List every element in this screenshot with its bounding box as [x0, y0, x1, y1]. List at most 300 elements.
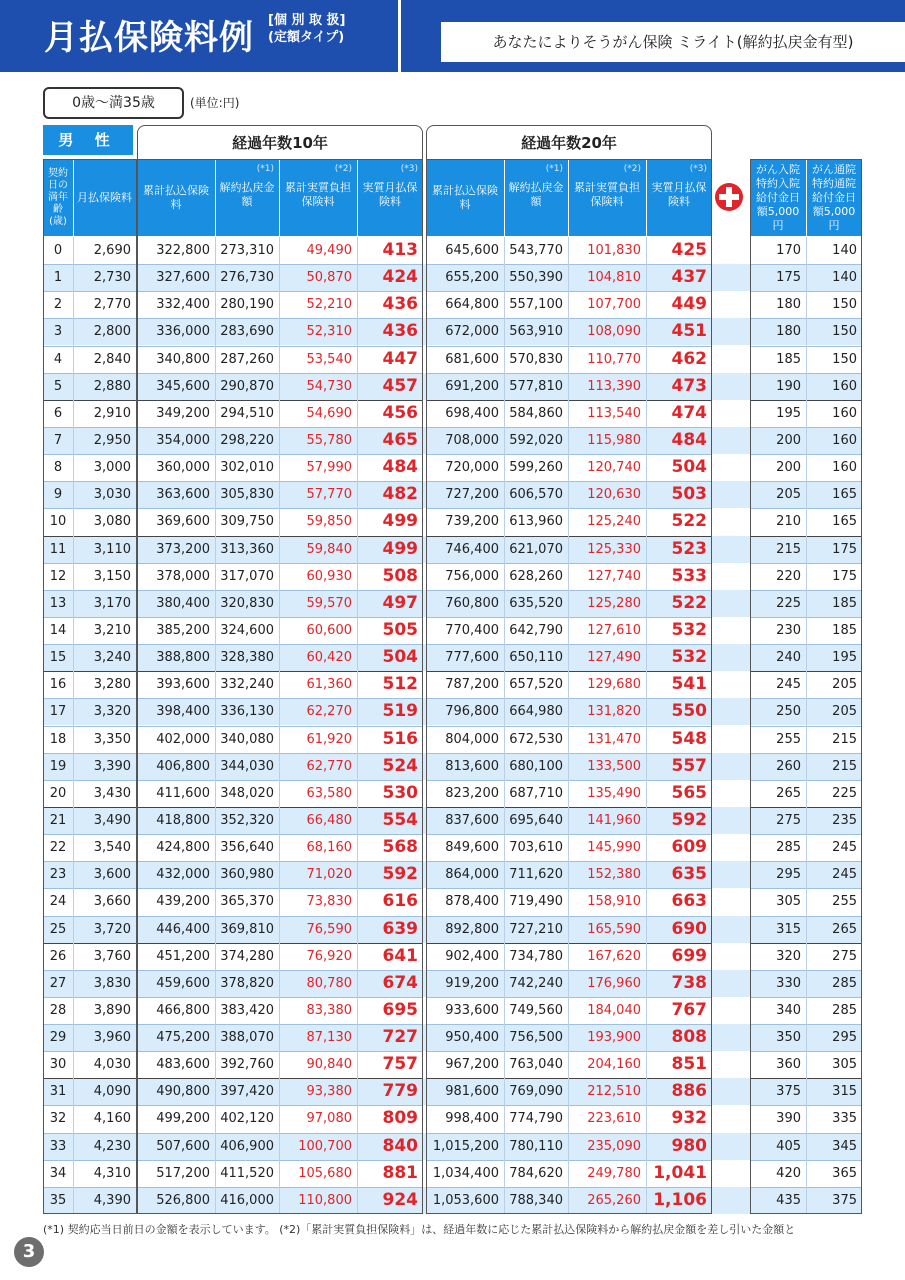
cell-real10: 639 [382, 918, 418, 939]
cell-real10: 484 [382, 457, 418, 478]
cell-net10: 59,850 [306, 514, 352, 530]
cell-refund10: 309,750 [220, 514, 274, 530]
cell-outp: 160 [832, 378, 857, 394]
cell-real20: 449 [671, 294, 707, 315]
cell-cum10: 327,600 [156, 270, 210, 286]
cell-monthly: 3,660 [93, 894, 131, 910]
cell-monthly: 3,540 [93, 840, 131, 856]
cell-net10: 63,580 [306, 785, 352, 801]
cell-cum10: 526,800 [156, 1192, 210, 1208]
cell-cum10: 475,200 [156, 1030, 210, 1046]
cell-outp: 305 [832, 1057, 857, 1073]
cell-refund10: 328,380 [220, 650, 274, 666]
cell-age: 8 [53, 460, 63, 476]
cell-real20: 808 [671, 1027, 707, 1048]
cell-age: 23 [49, 867, 67, 883]
cell-net10: 62,270 [306, 704, 352, 720]
cell-cum10: 349,200 [156, 405, 210, 421]
cell-age: 30 [49, 1057, 67, 1073]
cell-outp: 245 [832, 867, 857, 883]
cell-real10: 881 [382, 1162, 418, 1183]
cell-refund10: 406,900 [220, 1138, 274, 1154]
cell-age: 10 [49, 514, 67, 530]
cell-cum20: 1,015,200 [432, 1138, 499, 1154]
cell-real20: 522 [671, 511, 707, 532]
cell-refund20: 788,340 [509, 1192, 563, 1208]
cell-hosp: 225 [776, 595, 801, 611]
header-bar [0, 0, 905, 72]
cell-real20: 1,041 [653, 1162, 707, 1183]
cell-real10: 512 [382, 674, 418, 695]
cell-age: 18 [49, 731, 67, 747]
cell-refund10: 302,010 [220, 460, 274, 476]
col-note-refund10: (*1) [256, 164, 274, 174]
col-header-label: がん通院特約通院給付金日額5,000円 [812, 162, 856, 232]
cell-hosp: 405 [776, 1138, 801, 1154]
cell-net10: 71,020 [306, 867, 352, 883]
cell-monthly: 3,280 [93, 677, 131, 693]
cell-refund10: 352,320 [220, 812, 274, 828]
cell-refund10: 313,360 [220, 541, 274, 557]
cell-real10: 436 [382, 321, 418, 342]
cell-net10: 61,920 [306, 731, 352, 747]
cell-net10: 76,920 [306, 948, 352, 964]
cell-outp: 205 [832, 677, 857, 693]
cell-refund20: 727,210 [509, 921, 563, 937]
cell-refund20: 592,020 [509, 432, 563, 448]
cell-hosp: 435 [776, 1192, 801, 1208]
cell-outp: 175 [832, 541, 857, 557]
cell-refund10: 374,280 [220, 948, 274, 964]
cell-real10: 413 [382, 240, 418, 260]
cell-refund10: 287,260 [220, 351, 274, 367]
cell-real10: 482 [382, 484, 418, 505]
cell-monthly: 3,430 [93, 785, 131, 801]
cell-net20: 158,910 [587, 894, 641, 910]
cell-age: 24 [49, 894, 67, 910]
cell-cum10: 459,600 [156, 975, 210, 991]
cell-cum10: 322,800 [156, 243, 210, 258]
cell-net20: 212,510 [587, 1084, 641, 1100]
cell-net10: 61,360 [306, 677, 352, 693]
cell-age: 12 [49, 568, 67, 584]
cell-real20: 932 [671, 1108, 707, 1129]
cell-hosp: 210 [776, 514, 801, 530]
cell-outp: 150 [832, 297, 857, 313]
cell-cum20: 892,800 [445, 921, 499, 937]
header-divider [398, 0, 401, 72]
cell-cum10: 363,600 [156, 487, 210, 503]
cell-monthly: 3,830 [93, 975, 131, 991]
cell-net20: 127,610 [587, 622, 641, 638]
cell-refund20: 563,910 [509, 324, 563, 340]
cell-cum10: 340,800 [156, 351, 210, 367]
footnote: (*1) 契約応当日前日の金額を表示しています。 (*2)「累計実質負担保険料」は、経過年数に応じた累計払込保険料から解約払戻金額を差し引いた金額と [43, 1223, 796, 1236]
cell-refund20: 606,570 [509, 487, 563, 503]
cell-cum10: 393,600 [156, 677, 210, 693]
cell-real20: 532 [671, 619, 707, 640]
group-header-10y: 経過年数10年 [137, 125, 423, 159]
cell-real10: 457 [382, 375, 418, 396]
col-header-label: 累計払込保険料 [432, 183, 498, 211]
cell-refund20: 657,520 [509, 677, 563, 693]
cell-refund20: 557,100 [509, 297, 563, 313]
cell-hosp: 190 [776, 378, 801, 394]
cell-monthly: 4,390 [93, 1192, 131, 1208]
cell-cum20: 998,400 [445, 1111, 499, 1127]
cell-cum10: 380,400 [156, 595, 210, 611]
cell-net10: 83,380 [306, 1002, 352, 1018]
cell-refund20: 543,770 [509, 243, 563, 258]
cell-refund20: 570,830 [509, 351, 563, 367]
cell-hosp: 315 [776, 921, 801, 937]
cell-age: 31 [49, 1084, 67, 1100]
cell-cum20: 823,200 [445, 785, 499, 801]
cell-cum20: 691,200 [445, 378, 499, 394]
cell-real10: 436 [382, 294, 418, 315]
cell-cum10: 507,600 [156, 1138, 210, 1154]
cell-net10: 90,840 [306, 1057, 352, 1073]
cell-monthly: 2,840 [93, 351, 131, 367]
page-number: 3 [14, 1237, 44, 1267]
cell-age: 27 [49, 975, 67, 991]
cell-net20: 107,700 [587, 297, 641, 313]
col-header-label: 契約日の満年齢(歳) [48, 167, 68, 227]
cell-monthly: 2,880 [93, 378, 131, 394]
cell-monthly: 4,160 [93, 1111, 131, 1127]
cell-real10: 516 [382, 728, 418, 749]
cell-outp: 215 [832, 731, 857, 747]
cell-age: 7 [53, 432, 63, 448]
cell-cum20: 878,400 [445, 894, 499, 910]
cell-real10: 505 [382, 619, 418, 640]
cell-real20: 523 [671, 538, 707, 559]
cell-real10: 456 [382, 402, 418, 423]
cell-cum10: 345,600 [156, 378, 210, 394]
cell-cum10: 432,000 [156, 867, 210, 883]
cell-net10: 55,780 [306, 432, 352, 448]
cell-net20: 131,470 [587, 731, 641, 747]
cell-age: 22 [49, 840, 67, 856]
cell-monthly: 3,600 [93, 867, 131, 883]
cell-monthly: 3,490 [93, 812, 131, 828]
cell-real10: 779 [382, 1081, 418, 1102]
cell-outp: 245 [832, 840, 857, 856]
cell-net20: 120,740 [587, 460, 641, 476]
cell-hosp: 375 [776, 1084, 801, 1100]
cell-outp: 185 [832, 595, 857, 611]
cell-refund10: 369,810 [220, 921, 274, 937]
cell-refund10: 392,760 [220, 1057, 274, 1073]
cell-hosp: 420 [776, 1165, 801, 1181]
cell-real20: 690 [671, 918, 707, 939]
cell-refund10: 290,870 [220, 378, 274, 394]
cell-real20: 738 [671, 972, 707, 993]
cell-age: 29 [49, 1030, 67, 1046]
cell-cum20: 1,034,400 [432, 1165, 499, 1181]
cell-real20: 565 [671, 782, 707, 803]
cell-real20: 437 [671, 267, 707, 288]
cell-monthly: 2,910 [93, 405, 131, 421]
cell-outp: 140 [832, 270, 857, 286]
cell-cum20: 796,800 [445, 704, 499, 720]
cell-net20: 204,160 [587, 1057, 641, 1073]
cell-refund10: 294,510 [220, 405, 274, 421]
cell-refund20: 599,260 [509, 460, 563, 476]
cell-net10: 57,770 [306, 487, 352, 503]
col-header-label: 実質月払保険料 [651, 181, 707, 208]
cell-outp: 185 [832, 622, 857, 638]
col-note-refund20: (*1) [545, 164, 563, 174]
cell-refund20: 635,520 [509, 595, 563, 611]
cell-outp: 165 [832, 487, 857, 503]
cell-cum10: 406,800 [156, 758, 210, 774]
cell-net20: 135,490 [587, 785, 641, 801]
cell-real10: 524 [382, 755, 418, 776]
cell-cum10: 490,800 [156, 1084, 210, 1100]
cell-hosp: 390 [776, 1111, 801, 1127]
cell-refund10: 273,310 [220, 243, 274, 258]
cell-cum10: 336,000 [156, 324, 210, 340]
cell-real20: 548 [671, 728, 707, 749]
cell-refund20: 621,070 [509, 541, 563, 557]
cell-cum10: 332,400 [156, 297, 210, 313]
cell-net20: 125,280 [587, 595, 641, 611]
cell-monthly: 3,720 [93, 921, 131, 937]
cell-net10: 76,590 [306, 921, 352, 937]
cell-cum20: 672,000 [445, 324, 499, 340]
col-note-real10: (*3) [400, 164, 418, 174]
cell-outp: 150 [832, 324, 857, 340]
page-title: 月払保険料例 [44, 18, 254, 58]
cell-cum20: 760,800 [445, 595, 499, 611]
cell-net10: 80,780 [306, 975, 352, 991]
cell-net10: 73,830 [306, 894, 352, 910]
cell-refund20: 780,110 [509, 1138, 563, 1154]
cell-monthly: 3,760 [93, 948, 131, 964]
cell-cum20: 967,200 [445, 1057, 499, 1073]
cell-outp: 275 [832, 948, 857, 964]
cell-outp: 345 [832, 1138, 857, 1154]
cell-real20: 557 [671, 755, 707, 776]
cell-monthly: 4,030 [93, 1057, 131, 1073]
cell-net20: 193,900 [587, 1030, 641, 1046]
cell-net10: 52,210 [306, 297, 352, 313]
cell-real20: 541 [671, 674, 707, 695]
cell-net10: 110,800 [298, 1192, 352, 1208]
cell-cum10: 411,600 [156, 785, 210, 801]
cell-refund10: 283,690 [220, 324, 274, 340]
cell-net20: 129,680 [587, 677, 641, 693]
cell-cum20: 664,800 [445, 297, 499, 313]
cell-age: 3 [53, 324, 63, 340]
cell-age: 5 [53, 378, 63, 394]
cell-hosp: 200 [776, 460, 801, 476]
cell-net10: 53,540 [306, 351, 352, 367]
cell-age: 9 [53, 487, 63, 503]
cell-hosp: 275 [776, 812, 801, 828]
cell-monthly: 3,390 [93, 758, 131, 774]
cell-outp: 375 [832, 1192, 857, 1208]
cell-hosp: 245 [776, 677, 801, 693]
cell-cum20: 813,600 [445, 758, 499, 774]
cell-real10: 757 [382, 1054, 418, 1075]
cell-refund10: 388,070 [220, 1030, 274, 1046]
cell-cum20: 739,200 [445, 514, 499, 530]
cell-hosp: 250 [776, 704, 801, 720]
cell-net10: 52,310 [306, 324, 352, 340]
cell-refund20: 650,110 [509, 650, 563, 666]
cell-monthly: 3,000 [93, 460, 131, 476]
cell-net20: 125,240 [587, 514, 641, 530]
cell-net20: 125,330 [587, 541, 641, 557]
cell-net20: 265,260 [587, 1192, 641, 1208]
cell-real20: 550 [671, 701, 707, 722]
cell-refund20: 584,860 [509, 405, 563, 421]
cell-cum10: 451,200 [156, 948, 210, 964]
cell-hosp: 220 [776, 568, 801, 584]
cell-net20: 120,630 [587, 487, 641, 503]
cell-hosp: 240 [776, 650, 801, 666]
cell-net10: 97,080 [306, 1111, 352, 1127]
cell-monthly: 3,350 [93, 731, 131, 747]
cell-cum20: 933,600 [445, 1002, 499, 1018]
cell-net20: 167,620 [587, 948, 641, 964]
cell-net20: 108,090 [587, 324, 641, 340]
cell-refund10: 344,030 [220, 758, 274, 774]
cell-cum20: 681,600 [445, 351, 499, 367]
cell-cum20: 655,200 [445, 270, 499, 286]
cell-real10: 447 [382, 348, 418, 369]
cell-refund10: 348,020 [220, 785, 274, 801]
col-header-label: がん入院特約入院給付金日額5,000円 [756, 162, 800, 232]
cell-outp: 195 [832, 650, 857, 666]
cell-net20: 113,540 [587, 405, 641, 421]
cell-real20: 635 [671, 864, 707, 885]
cell-real20: 767 [671, 999, 707, 1020]
cell-cum10: 385,200 [156, 622, 210, 638]
cell-refund10: 402,120 [220, 1111, 274, 1127]
cell-refund20: 613,960 [509, 514, 563, 530]
cell-real20: 851 [671, 1054, 707, 1075]
cell-age: 14 [49, 622, 67, 638]
cell-net10: 60,600 [306, 622, 352, 638]
cell-cum10: 378,000 [156, 568, 210, 584]
cell-real20: 473 [671, 375, 707, 396]
cell-net20: 127,490 [587, 650, 641, 666]
cell-net10: 59,570 [306, 595, 352, 611]
cell-refund20: 672,530 [509, 731, 563, 747]
cell-outp: 235 [832, 812, 857, 828]
cell-cum20: 727,200 [445, 487, 499, 503]
cell-hosp: 170 [776, 243, 801, 258]
cell-hosp: 330 [776, 975, 801, 991]
cell-monthly: 3,170 [93, 595, 131, 611]
cell-monthly: 2,730 [93, 270, 131, 286]
col-header-label: 累計払込保険料 [143, 183, 209, 211]
age-range-label: 0歳〜満35歳 [43, 87, 184, 119]
cell-outp: 285 [832, 1002, 857, 1018]
cell-cum10: 424,800 [156, 840, 210, 856]
cell-outp: 265 [832, 921, 857, 937]
cell-refund10: 320,830 [220, 595, 274, 611]
cell-refund20: 680,100 [509, 758, 563, 774]
cell-hosp: 230 [776, 622, 801, 638]
cell-net20: 127,740 [587, 568, 641, 584]
plus-icon [715, 183, 743, 211]
cell-hosp: 200 [776, 432, 801, 448]
cell-cum10: 373,200 [156, 541, 210, 557]
cell-net10: 59,840 [306, 541, 352, 557]
cell-outp: 160 [832, 405, 857, 421]
cell-cum10: 499,200 [156, 1111, 210, 1127]
cell-hosp: 360 [776, 1057, 801, 1073]
cell-refund20: 550,390 [509, 270, 563, 286]
cell-outp: 315 [832, 1084, 857, 1100]
cell-refund20: 695,640 [509, 812, 563, 828]
cell-net20: 113,390 [587, 378, 641, 394]
cell-outp: 335 [832, 1111, 857, 1127]
cell-age: 26 [49, 948, 67, 964]
cell-real10: 499 [382, 511, 418, 532]
cell-net20: 104,810 [587, 270, 641, 286]
cell-cum20: 720,000 [445, 460, 499, 476]
cell-net20: 145,990 [587, 840, 641, 856]
cell-net10: 93,380 [306, 1084, 352, 1100]
cell-real20: 503 [671, 484, 707, 505]
cell-outp: 160 [832, 432, 857, 448]
cell-age: 21 [49, 812, 67, 828]
cell-real20: 1,106 [653, 1189, 707, 1210]
cell-monthly: 3,210 [93, 622, 131, 638]
cell-refund20: 784,620 [509, 1165, 563, 1181]
cell-refund10: 336,130 [220, 704, 274, 720]
cell-age: 25 [49, 921, 67, 937]
cell-age: 35 [49, 1192, 67, 1208]
cell-net20: 101,830 [587, 243, 641, 258]
cell-refund10: 332,240 [220, 677, 274, 693]
cell-cum10: 446,400 [156, 921, 210, 937]
cell-hosp: 285 [776, 840, 801, 856]
cell-net10: 54,730 [306, 378, 352, 394]
cell-net10: 54,690 [306, 405, 352, 421]
cell-monthly: 4,230 [93, 1138, 131, 1154]
cell-hosp: 185 [776, 351, 801, 367]
cell-refund20: 703,610 [509, 840, 563, 856]
cell-outp: 215 [832, 758, 857, 774]
col-note-net20: (*2) [623, 164, 641, 174]
cell-cum10: 402,000 [156, 731, 210, 747]
cell-net10: 105,680 [298, 1165, 352, 1181]
cell-age: 15 [49, 650, 67, 666]
cell-refund10: 365,370 [220, 894, 274, 910]
cell-real10: 530 [382, 782, 418, 803]
cell-net10: 100,700 [298, 1138, 352, 1154]
cell-real10: 519 [382, 701, 418, 722]
cell-real10: 616 [382, 891, 418, 912]
cell-net10: 68,160 [306, 840, 352, 856]
col-header-label: 月払保険料 [77, 190, 132, 204]
cell-outp: 175 [832, 568, 857, 584]
cell-net10: 62,770 [306, 758, 352, 774]
cell-refund20: 719,490 [509, 894, 563, 910]
col-header-label: 解約払戻金額 [508, 181, 564, 208]
cell-cum10: 369,600 [156, 514, 210, 530]
cell-monthly: 3,320 [93, 704, 131, 720]
cell-net20: 223,610 [587, 1111, 641, 1127]
cell-real10: 499 [382, 538, 418, 559]
cell-cum20: 756,000 [445, 568, 499, 584]
